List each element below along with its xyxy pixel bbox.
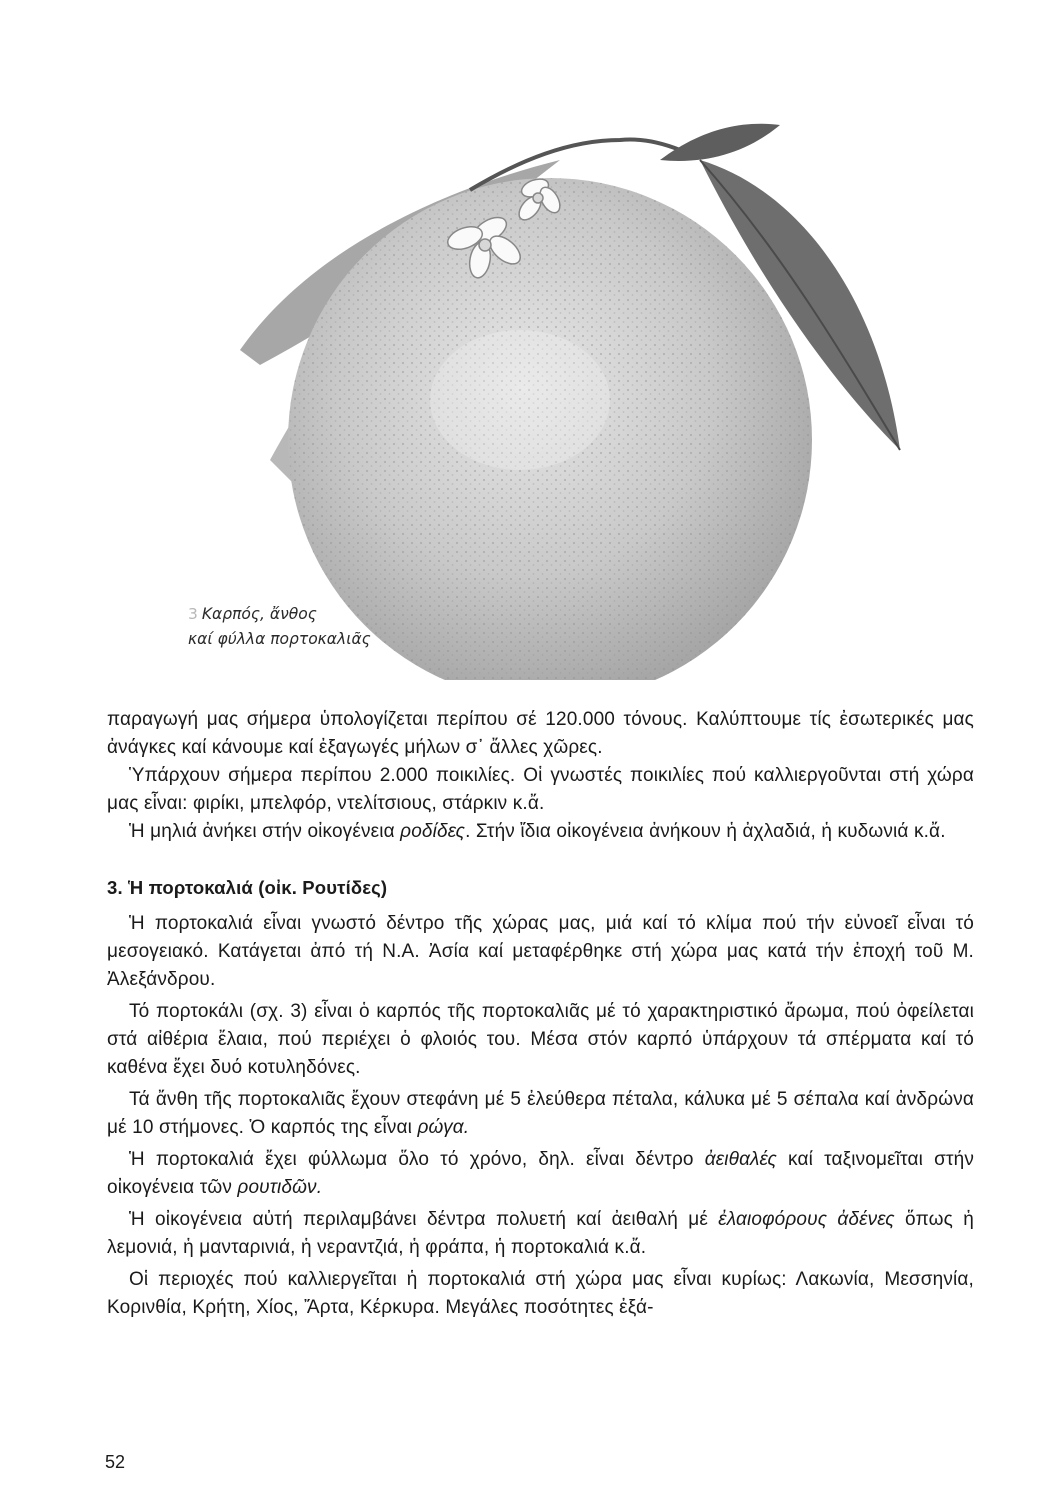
paragraph-2: Ὑπάρχουν σήμερα περίπου 2.000 ποικιλίες. Οἱ γνωστές ποικιλίες πού καλλιεργοῦνται στή χώρα μας εἶναι: φιρίκι, μπελφόρ, ντελίτσιους, στάρκιν κ.ἄ.	[107, 765, 974, 814]
paragraph-7: Ἡ πορτοκαλιά ἔχει φύλλωμα ὅλο τό χρόνο, δηλ. εἶναι δέντρο ἀειθαλές καί ταξινομεῖται στήν οἰκογένεια τῶν ρουτιδῶν.	[107, 1149, 974, 1198]
caption-line-2: καί φύλλα πορτοκαλιᾶς	[188, 630, 371, 648]
caption-line-1: 3 Καρπός, ἄνθος	[188, 605, 317, 623]
page-body	[107, 706, 974, 1322]
paragraph-9: Οἱ περιοχές πού καλλιεργεῖται ἡ πορτοκαλιά στή χώρα μας εἶναι κυρίως: Λακωνία, Μεσσηνία, Κορινθία, Κρήτη, Χίος, Ἄρτα, Κέρκυρα. Μεγάλες ποσότητες ἐξά-	[107, 1269, 974, 1318]
paragraph-4: Ἡ πορτοκαλιά εἶναι γνωστό δέντρο τῆς χώρας μας, μιά καί τό κλίμα πού τήν εὐνοεῖ εἶναι τό μεσογειακό. Κατάγεται ἀπό τή Ν.Α. Ἀσία καί μεταφέρθηκε στή χώρα μας κατά τήν ἐποχή τοῦ Μ. Ἀλεξάνδρου.	[107, 913, 974, 990]
section-heading: 3. Ἡ πορτοκαλιά (οἰκ. Ρουτίδες)	[107, 877, 388, 898]
figure-caption	[188, 602, 508, 652]
orange-fruit-illustration	[140, 100, 1020, 680]
paragraph-3: Ἡ μηλιά ἀνήκει στήν οἰκογένεια ροδίδες. Στήν ἴδια οἰκογένεια ἀνήκουν ἡ ἀχλαδιά, ἡ κυδωνιά κ.ἄ.	[129, 821, 946, 842]
paragraph-1: παραγωγή μας σήμερα ὑπολογίζεται περίπου σέ 120.000 τόνους. Καλύπτουμε τίς ἐσωτερικές μας ἀνάγκες καί κάνουμε καί ἐξαγωγές μήλων σ᾽ ἄλλες χῶρες.	[107, 709, 974, 758]
right-small-leaf	[660, 124, 780, 161]
paragraph-5: Τό πορτοκάλι (σχ. 3) εἶναι ὁ καρπός τῆς πορτοκαλιᾶς μέ τό χαρακτηριστικό ἄρωμα, πού ὀφείλεται στά αἰθέρια ἔλαια, πού περιέχει ὁ φλοιός του. Μέσα στόν καρπό ὑπάρχουν τά σπέρματα καί τό καθένα ἔχει δυό κοτυληδόνες.	[107, 1001, 974, 1078]
page-number: 52	[105, 1452, 126, 1472]
paragraph-6: Τά ἄνθη τῆς πορτοκαλιᾶς ἔχουν στεφάνη μέ 5 ἐλεύθερα πέταλα, κάλυκα μέ 5 σέπαλα καί ἀνδρώνα μέ 10 στήμονες. Ὁ καρπός της εἶναι ρώγα.	[107, 1089, 974, 1138]
figure-number: 3	[188, 605, 198, 623]
paragraph-8: Ἡ οἰκογένεια αὐτή περιλαμβάνει δέντρα πολυετή καί ἀειθαλή μέ ἐλαιοφόρους ἀδένες ὅπως ἡ λεμονιά, ἡ μανταρινιά, ἡ νεραντζιά, ἡ φράπα, ἡ πορτοκαλιά κ.ἄ.	[107, 1209, 974, 1258]
